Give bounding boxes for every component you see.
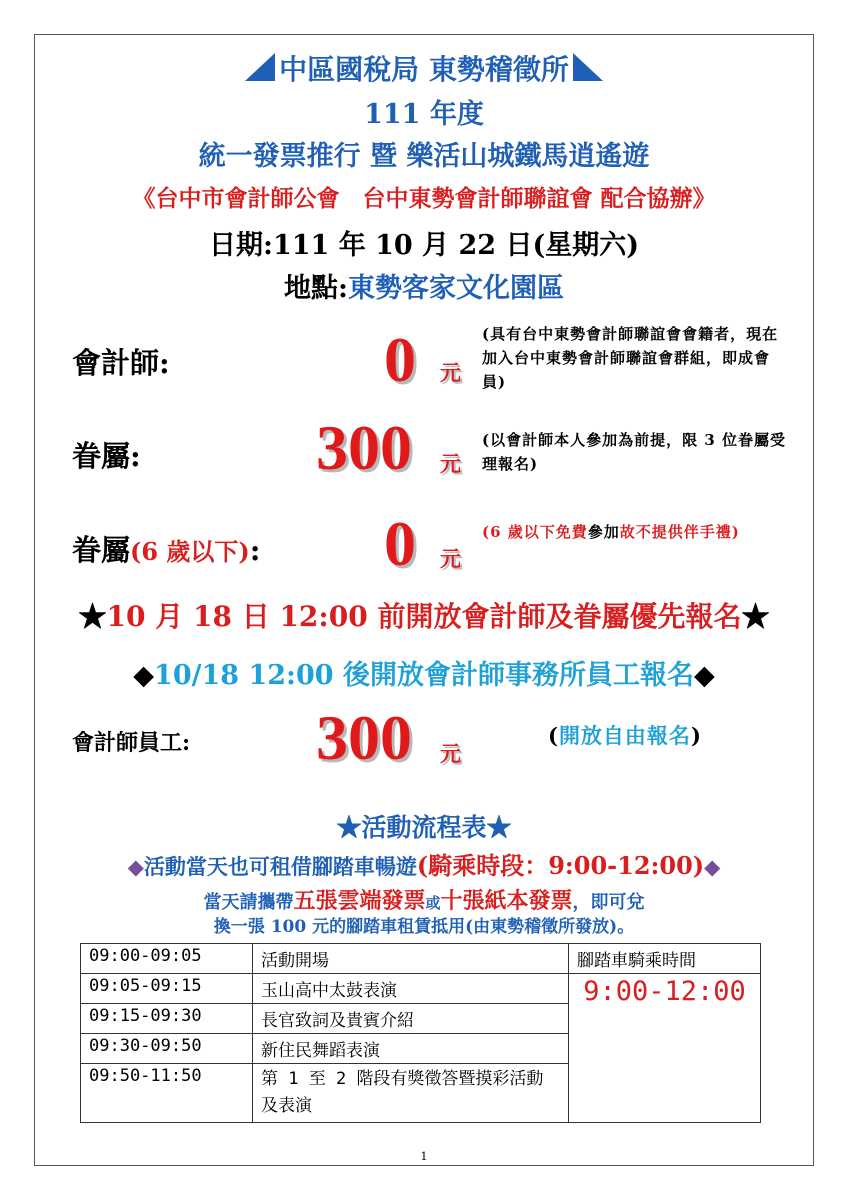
table-row — [81, 944, 761, 974]
staff-notice — [0, 653, 848, 692]
place-value: 東勢客家文化園區 — [347, 273, 564, 304]
cpa-note: (具有台中東勢會計師聯誼會會籍者，現在加入台中東勢會計師聯誼會群組，即成會員) — [482, 325, 779, 391]
family-currency: 元 — [440, 451, 461, 476]
bring-invoices-line2: 換一張 100 元的腳踏車租賃抵用(由東勢稽徵所發放)。 — [213, 917, 635, 937]
place-line — [0, 266, 848, 305]
activity-cell: 長官致詞及貴賓介紹 — [253, 1004, 569, 1034]
child-note-b: 參加 — [587, 523, 620, 541]
child-note-c: 故不提供伴手禮) — [619, 523, 740, 541]
staff-note-close: ) — [690, 723, 702, 748]
time-cell: 09:50-11:50 — [81, 1064, 253, 1123]
bring-invoices-line — [0, 884, 848, 915]
staff-label: 會計師員工: — [72, 730, 191, 756]
staff-note-text: 開放自由報名 — [558, 723, 691, 748]
child-label-a: 眷屬 — [72, 533, 131, 567]
priority-text: 10 月 18 日 12:00 前開放會計師及眷屬優先報名 — [106, 600, 742, 633]
cpa-label: 會計師: — [72, 346, 170, 380]
org-heading — [0, 48, 848, 88]
bring-or: 或 — [425, 894, 441, 912]
bike-rental-text: 活動當天也可租借腳踏車暢遊 — [143, 854, 417, 879]
family-note: (以會計師本人參加為前提，限 3 位眷屬受理報名) — [482, 431, 786, 473]
priority-notice — [0, 595, 848, 635]
year-heading: 111 年度 — [364, 99, 484, 130]
family-amount: 300 — [316, 412, 412, 483]
child-label-age: (6 歲以下) — [130, 537, 250, 566]
co-host-line: 《台中市會計師公會 台中東勢會計師聯誼會 配合協辦》 — [132, 185, 716, 212]
star-icon: ★ — [741, 600, 770, 633]
activity-cell: 玉山高中太鼓表演 — [253, 974, 569, 1004]
date-value: 111 年 10 月 22 日(星期六) — [272, 230, 640, 261]
bring-e: ，即可兌 — [572, 892, 645, 913]
child-currency: 元 — [440, 546, 461, 571]
left-triangle-icon — [245, 53, 275, 81]
time-cell: 09:30-09:50 — [81, 1034, 253, 1064]
time-cell: 09:00-09:05 — [81, 944, 253, 974]
staff-currency: 元 — [440, 741, 461, 766]
bike-time-cell: 9:00-12:00 — [569, 974, 761, 1123]
family-label: 眷屬: — [72, 439, 141, 473]
diamond-icon: ◆ — [127, 854, 144, 879]
schedule-table — [80, 943, 761, 1123]
cpa-amount: 0 — [384, 324, 416, 395]
activity-cell: 第 1 至 2 階段有獎徵答暨摸彩活動及表演 — [253, 1064, 569, 1123]
diamond-icon: ◆ — [133, 660, 155, 691]
child-note — [482, 520, 792, 544]
staff-amount: 300 — [316, 702, 412, 773]
staff-notice-text: 10/18 12:00 後開放會計師事務所員工報名 — [154, 660, 694, 691]
staff-note-open: ( — [548, 723, 559, 748]
bike-header-cell: 腳踏車騎乘時間 — [569, 944, 761, 974]
time-cell: 09:05-09:15 — [81, 974, 253, 1004]
diamond-icon: ◆ — [704, 854, 721, 879]
bike-rental-line — [0, 846, 848, 881]
right-triangle-icon — [573, 53, 603, 81]
page-number: 1 — [420, 1150, 428, 1163]
child-note-a: (6 歲以下免費 — [482, 523, 588, 541]
bring-cloud-invoices: 五張雲端發票 — [293, 888, 426, 914]
activity-cell: 活動開場 — [253, 944, 569, 974]
staff-note — [548, 724, 702, 748]
time-cell: 09:15-09:30 — [81, 1004, 253, 1034]
child-label-colon: : — [249, 533, 261, 567]
table-row — [81, 974, 761, 1004]
diamond-icon: ◆ — [693, 660, 715, 691]
date-line — [0, 223, 848, 262]
bike-rental-time: (騎乘時段：9:00-12:00) — [416, 851, 705, 880]
schedule-heading: ★活動流程表★ — [336, 813, 512, 842]
bring-paper-invoices: 十張紙本發票 — [440, 888, 573, 914]
date-label: 日期: — [208, 230, 273, 261]
activity-cell: 新住民舞蹈表演 — [253, 1034, 569, 1064]
child-label — [72, 528, 261, 569]
place-label: 地點: — [284, 273, 348, 304]
cpa-currency: 元 — [440, 360, 461, 385]
bring-a: 當天請攜帶 — [203, 892, 294, 913]
event-title: 統一發票推行 暨 樂活山城鐵馬逍遙遊 — [198, 141, 650, 172]
org-name: 中區國稅局 東勢稽徵所 — [279, 53, 569, 86]
child-amount: 0 — [384, 508, 416, 579]
star-icon: ★ — [78, 600, 107, 633]
